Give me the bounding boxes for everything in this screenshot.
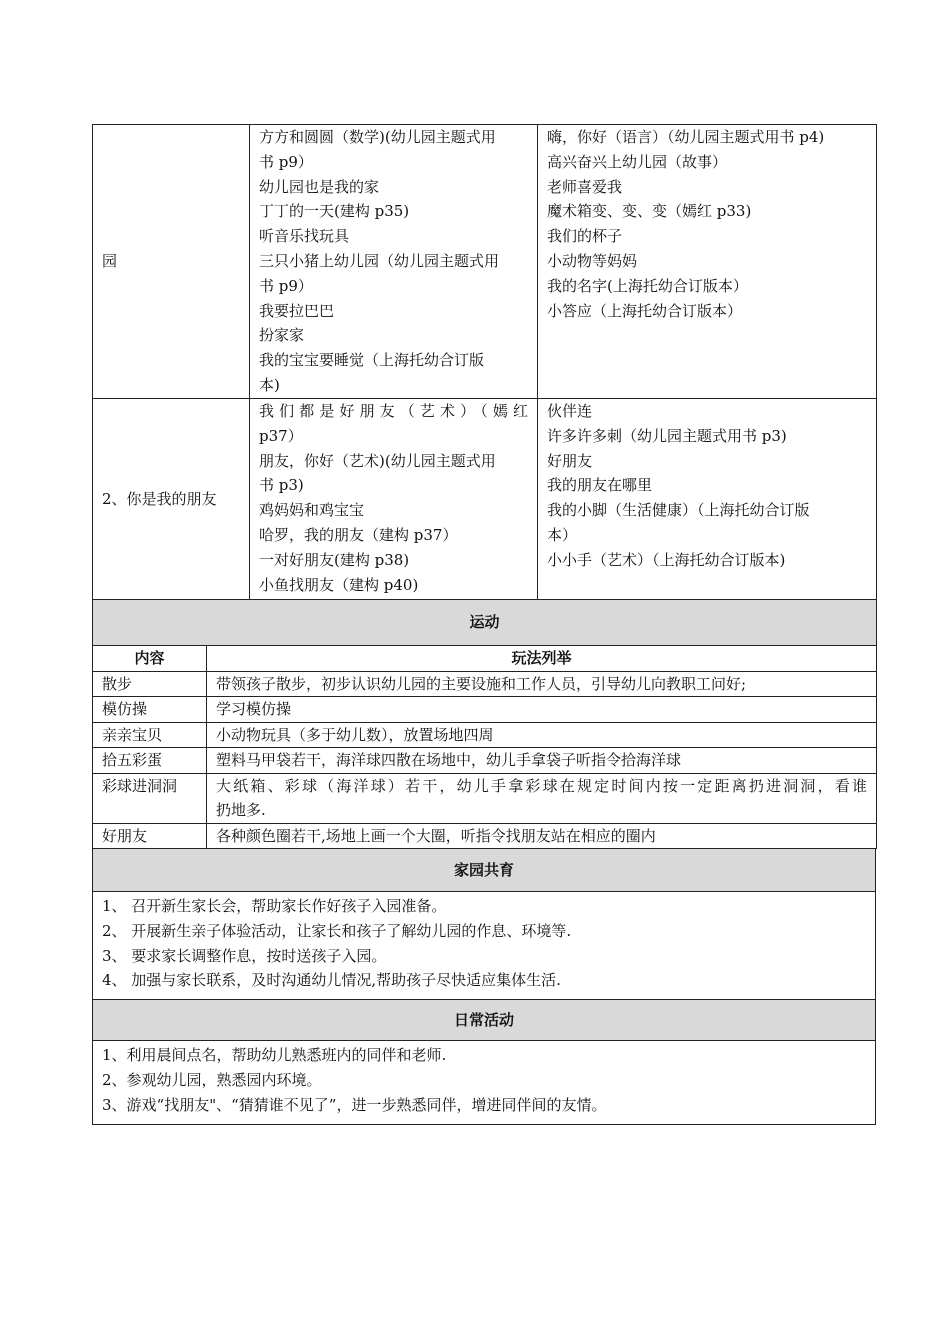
activity-line: 我们都是好朋友（艺术）（嫣红 — [259, 402, 528, 420]
activity-line: 本) — [259, 375, 280, 394]
sport-method — [207, 773, 877, 823]
theme-table — [92, 124, 877, 600]
activity-line: 我的宝宝要睡觉（上海托幼合订版 — [259, 351, 485, 370]
family-item: 2、 开展新生亲子体验活动，让家长和孩子了解幼儿园的作息、环境等. — [102, 921, 572, 940]
sport-content: 散步 — [93, 671, 207, 697]
activity-line: 伙伴连 — [547, 402, 593, 420]
activity-line: 幼儿园也是我的家 — [259, 177, 380, 196]
activity-line: 书 p9） — [259, 152, 313, 171]
activity-list-col2 — [538, 125, 877, 399]
theme-name: 2、你是我的朋友 — [93, 399, 250, 600]
sport-content: 模仿操 — [93, 697, 207, 723]
method-line: 扔地多. — [216, 801, 266, 819]
daily-list — [93, 1041, 876, 1125]
sport-method — [207, 697, 877, 723]
activity-line: 好朋友 — [547, 451, 593, 470]
sport-content: 彩球进洞洞 — [93, 773, 207, 823]
activity-line: p37） — [259, 426, 303, 445]
activity-line: 朋友，你好（艺术)(幼儿园主题式用 — [259, 451, 496, 470]
activity-line: 三只小猪上幼儿园（幼儿园主题式用 — [259, 251, 500, 270]
activity-line: 小小手（艺术）（上海托幼合订版本) — [547, 550, 786, 569]
section-title-family: 家园共育 — [93, 849, 876, 892]
activity-line: 本） — [547, 525, 578, 544]
family-item: 4、 加强与家长联系，及时沟通幼儿情况,帮助孩子尽快适应集体生活. — [102, 971, 561, 990]
activity-line: 小答应（上海托幼合订版本） — [547, 301, 743, 320]
family-item: 3、 要求家长调整作息，按时送孩子入园。 — [102, 946, 387, 965]
family-item: 1、 召开新生家长会，帮助家长作好孩子入园准备。 — [102, 897, 447, 915]
method-line: 带领孩子散步，初步认识幼儿园的主要设施和工作人员，引导幼儿向教职工问好; — [216, 674, 747, 693]
sport-content: 亲亲宝贝 — [93, 722, 207, 748]
sport-method — [207, 722, 877, 748]
plan-document — [92, 124, 876, 1125]
activity-line: 我要拉巴巴 — [259, 301, 335, 320]
activity-line: 丁丁的一天(建构 p35) — [259, 202, 410, 221]
activity-list-col2 — [538, 399, 877, 600]
activity-list-col1 — [250, 125, 538, 399]
sport-row — [93, 671, 877, 697]
activity-line: 鸡妈妈和鸡宝宝 — [259, 501, 365, 520]
activity-line: 小动物等妈妈 — [547, 251, 638, 270]
activity-line: 哈罗，我的朋友（建构 p37） — [259, 525, 458, 544]
activity-line: 我的小脚（生活健康）（上海托幼合订版 — [547, 501, 810, 520]
activity-line: 扮家家 — [259, 326, 305, 345]
method-line: 小动物玩具（多于幼儿数），放置场地四周 — [216, 725, 494, 744]
activity-line: 高兴奋兴上幼儿园（故事） — [547, 152, 728, 171]
daily-table — [92, 999, 876, 1125]
daily-item: 3、游戏“找朋友"、“猜猜谁不见了”，进一步熟悉同伴，增进同伴间的友情。 — [102, 1095, 607, 1114]
method-line: 各种颜色圈若干,场地上画一个大圈，听指令找朋友站在相应的圈内 — [216, 826, 656, 845]
sport-row — [93, 748, 877, 774]
sport-content: 好朋友 — [93, 823, 207, 849]
activity-list-col1 — [250, 399, 538, 600]
sport-row — [93, 722, 877, 748]
method-line: 大纸箱、彩球（海洋球）若干，幼儿手拿彩球在规定时间内按一定距离扔进洞洞，看谁 — [216, 776, 868, 795]
sport-row — [93, 823, 877, 849]
column-header-method: 玩法列举 — [207, 646, 877, 672]
section-title-daily: 日常活动 — [93, 1000, 876, 1041]
sport-content: 拾五彩蛋 — [93, 748, 207, 774]
column-header-content: 内容 — [93, 646, 207, 672]
section-title-sport: 运动 — [93, 600, 877, 646]
sport-table — [92, 599, 877, 849]
sport-row — [93, 697, 877, 723]
activity-line: 听音乐找玩具 — [259, 227, 350, 246]
activity-line: 一对好朋友(建构 p38) — [259, 550, 410, 569]
theme-row — [93, 125, 877, 399]
sport-row — [93, 773, 877, 823]
activity-line: 许多许多刺（幼儿园主题式用书 p3) — [547, 426, 787, 445]
theme-row — [93, 399, 877, 600]
theme-name: 园 — [93, 125, 250, 399]
activity-line: 老师喜爱我 — [547, 177, 623, 196]
activity-line: 方方和圆圆（数学)(幼儿园主题式用 — [259, 128, 496, 146]
sport-method — [207, 748, 877, 774]
activity-line: 魔术箱变、变、变（嫣红 p33) — [547, 202, 752, 221]
method-line: 学习模仿操 — [216, 700, 292, 718]
sport-method — [207, 823, 877, 849]
sport-method — [207, 671, 877, 697]
family-list — [93, 892, 876, 1000]
daily-item: 1、利用晨间点名，帮助幼儿熟悉班内的同伴和老师. — [102, 1046, 447, 1065]
activity-line: 我们的杯子 — [547, 227, 623, 246]
activity-line: 我的朋友在哪里 — [547, 476, 653, 495]
activity-line: 小鱼找朋友（建构 p40) — [259, 575, 419, 594]
activity-line: 嗨，你好（语言）（幼儿园主题式用书 p4) — [547, 128, 825, 146]
family-table — [92, 848, 876, 1000]
daily-item: 2、参观幼儿园，熟悉园内环境。 — [102, 1070, 322, 1089]
activity-line: 书 p9） — [259, 276, 313, 295]
activity-line: 我的名字(上海托幼合订版本） — [547, 276, 748, 295]
method-line: 塑料马甲袋若干，海洋球四散在场地中，幼儿手拿袋子听指令拾海洋球 — [216, 751, 682, 769]
activity-line: 书 p3) — [259, 476, 304, 495]
